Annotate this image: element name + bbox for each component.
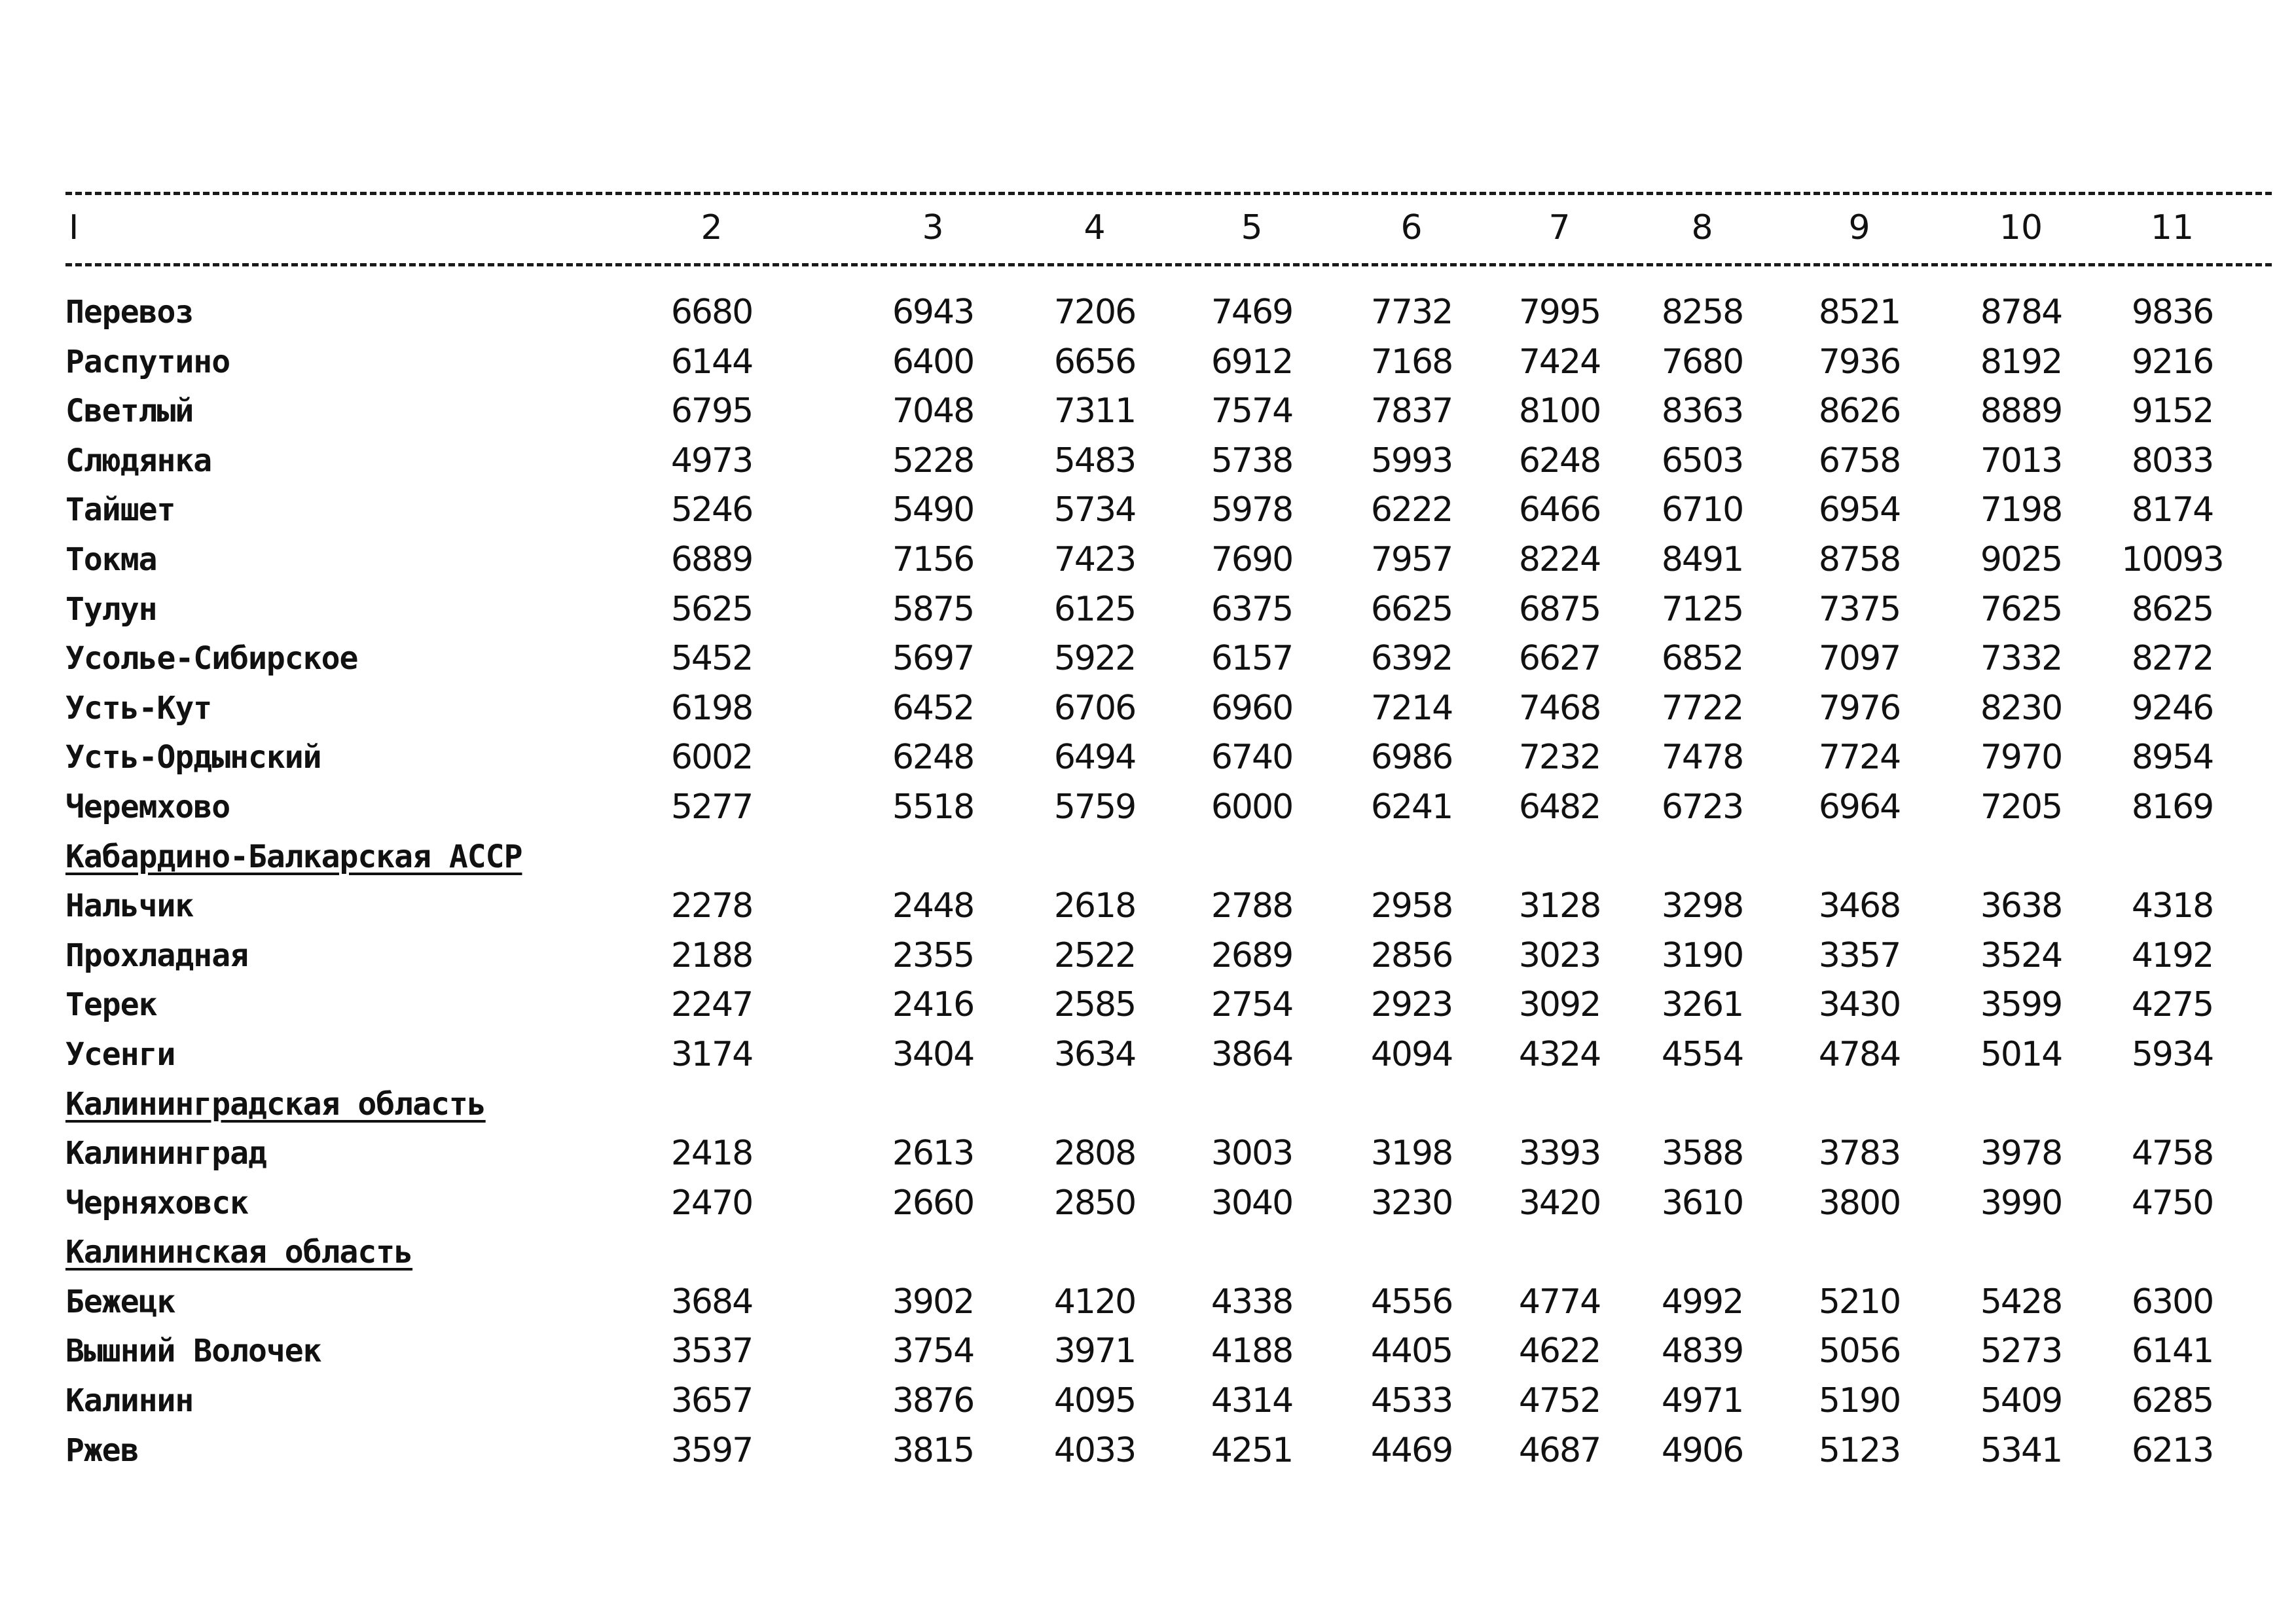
row-value-col-10: 7013 <box>1980 441 2062 480</box>
row-place-name: Светлый <box>65 393 194 430</box>
row-value-col-6: 6392 <box>1370 639 1453 679</box>
table-row <box>0 1278 2296 1327</box>
row-value-col-5: 2754 <box>1211 985 1293 1025</box>
row-value-col-9: 4784 <box>1818 1034 1901 1074</box>
row-value-col-8: 8258 <box>1661 293 1743 332</box>
table-row <box>0 882 2296 931</box>
row-value-col-10: 7205 <box>1980 787 2062 827</box>
row-value-col-11: 8033 <box>2131 441 2214 480</box>
row-value-col-4: 2618 <box>1053 886 1136 926</box>
row-value-col-10: 5409 <box>1980 1381 2062 1421</box>
row-value-col-8: 3298 <box>1661 886 1743 926</box>
row-value-col-2: 6795 <box>670 391 753 431</box>
row-value-col-8: 8491 <box>1661 539 1743 579</box>
row-value-col-6: 2958 <box>1370 886 1453 926</box>
row-value-col-3: 6943 <box>892 293 974 332</box>
row-value-col-3: 2416 <box>892 985 974 1025</box>
row-value-col-5: 5738 <box>1211 441 1293 480</box>
row-value-col-9: 3357 <box>1818 935 1901 975</box>
row-value-col-5: 4314 <box>1211 1381 1293 1421</box>
row-value-col-11: 5934 <box>2131 1034 2214 1074</box>
row-value-col-3: 6400 <box>892 342 974 382</box>
table-row <box>0 387 2296 437</box>
row-value-col-10: 3524 <box>1980 935 2062 975</box>
row-value-col-11: 9216 <box>2131 342 2214 382</box>
row-value-col-10: 8230 <box>1980 688 2062 728</box>
row-value-col-6: 6625 <box>1370 589 1453 629</box>
row-value-col-10: 9025 <box>1980 539 2062 579</box>
row-place-name: Ржев <box>65 1432 139 1469</box>
row-value-col-11: 9246 <box>2131 688 2214 728</box>
row-value-col-10: 7332 <box>1980 639 2062 679</box>
row-value-col-4: 4120 <box>1053 1282 1136 1322</box>
row-value-col-8: 4554 <box>1661 1034 1743 1074</box>
row-value-col-3: 3815 <box>892 1430 974 1470</box>
row-value-col-6: 7732 <box>1370 293 1453 332</box>
row-value-col-8: 3588 <box>1661 1134 1743 1174</box>
row-value-col-2: 6144 <box>670 342 753 382</box>
row-value-col-3: 7156 <box>892 539 974 579</box>
row-value-col-6: 5993 <box>1370 441 1453 480</box>
row-value-col-4: 6494 <box>1053 738 1136 778</box>
row-value-col-8: 4971 <box>1661 1381 1743 1421</box>
row-value-col-9: 7936 <box>1818 342 1901 382</box>
row-value-col-7: 3128 <box>1518 886 1601 926</box>
row-value-col-6: 6241 <box>1370 787 1453 827</box>
row-value-col-9: 5210 <box>1818 1282 1901 1322</box>
row-value-col-9: 6758 <box>1818 441 1901 480</box>
row-value-col-2: 2418 <box>670 1134 753 1174</box>
row-place-name: Калининград <box>65 1135 266 1172</box>
row-value-col-4: 2522 <box>1053 935 1136 975</box>
row-value-col-5: 3864 <box>1211 1034 1293 1074</box>
section-title: Калининская область <box>65 1234 413 1271</box>
row-value-col-2: 6198 <box>670 688 753 728</box>
section-header-row <box>0 1228 2296 1278</box>
row-value-col-5: 3003 <box>1211 1134 1293 1174</box>
row-value-col-5: 2689 <box>1211 935 1293 975</box>
row-value-col-5: 3040 <box>1211 1183 1293 1223</box>
row-value-col-10: 5341 <box>1980 1430 2062 1470</box>
row-value-col-4: 6656 <box>1053 342 1136 382</box>
section-header-row <box>0 833 2296 882</box>
row-value-col-3: 5518 <box>892 787 974 827</box>
row-value-col-7: 3393 <box>1518 1134 1601 1174</box>
row-place-name: Распутино <box>65 343 230 380</box>
row-value-col-3: 6452 <box>892 688 974 728</box>
header-col-2: 2 <box>701 208 723 247</box>
row-value-col-10: 3638 <box>1980 886 2062 926</box>
row-place-name: Слюдянка <box>65 442 212 479</box>
row-value-col-5: 4338 <box>1211 1282 1293 1322</box>
row-value-col-5: 6000 <box>1211 787 1293 827</box>
table-row <box>0 684 2296 734</box>
row-value-col-5: 6375 <box>1211 589 1293 629</box>
row-value-col-3: 2355 <box>892 935 974 975</box>
row-value-col-7: 6482 <box>1518 787 1601 827</box>
table-row <box>0 634 2296 684</box>
table-row <box>0 931 2296 981</box>
row-value-col-6: 4556 <box>1370 1282 1453 1322</box>
row-place-name: Бежецк <box>65 1283 175 1320</box>
table-row <box>0 783 2296 833</box>
row-value-col-4: 2850 <box>1053 1183 1136 1223</box>
row-value-col-4: 5922 <box>1053 639 1136 679</box>
row-value-col-11: 6300 <box>2131 1282 2214 1322</box>
row-value-col-8: 4992 <box>1661 1282 1743 1322</box>
row-place-name: Терек <box>65 986 157 1024</box>
table-row <box>0 733 2296 783</box>
row-value-col-9: 7976 <box>1818 688 1901 728</box>
row-value-col-2: 2278 <box>670 886 753 926</box>
row-value-col-11: 8954 <box>2131 738 2214 778</box>
row-value-col-3: 3902 <box>892 1282 974 1322</box>
row-value-col-11: 10093 <box>2121 539 2223 579</box>
row-place-name: Калинин <box>65 1382 194 1420</box>
row-value-col-2: 5625 <box>670 589 753 629</box>
row-value-col-4: 4033 <box>1053 1430 1136 1470</box>
row-place-name: Черняховск <box>65 1184 248 1221</box>
row-place-name: Тайшет <box>65 492 175 529</box>
row-value-col-2: 3684 <box>670 1282 753 1322</box>
row-value-col-10: 8192 <box>1980 342 2062 382</box>
header-col-11: 11 <box>2150 208 2195 247</box>
row-value-col-4: 7206 <box>1053 293 1136 332</box>
table-row <box>0 437 2296 486</box>
row-value-col-4: 7423 <box>1053 539 1136 579</box>
row-place-name: Тулун <box>65 590 157 628</box>
table-header-row <box>0 208 2296 247</box>
row-value-col-10: 7198 <box>1980 490 2062 530</box>
table-row <box>0 1327 2296 1377</box>
row-value-col-3: 2613 <box>892 1134 974 1174</box>
row-value-col-3: 5697 <box>892 639 974 679</box>
header-dashed-rule <box>65 263 2272 266</box>
row-value-col-8: 3190 <box>1661 935 1743 975</box>
row-value-col-10: 5014 <box>1980 1034 2062 1074</box>
row-value-col-10: 3599 <box>1980 985 2062 1025</box>
row-value-col-10: 8784 <box>1980 293 2062 332</box>
row-value-col-11: 9836 <box>2131 293 2214 332</box>
table-row <box>0 486 2296 535</box>
row-value-col-11: 6285 <box>2131 1381 2214 1421</box>
row-value-col-8: 7478 <box>1661 738 1743 778</box>
row-value-col-2: 3537 <box>670 1331 753 1371</box>
header-col-4: 4 <box>1084 208 1106 247</box>
row-value-col-8: 4839 <box>1661 1331 1743 1371</box>
row-value-col-7: 4687 <box>1518 1430 1601 1470</box>
row-value-col-10: 7625 <box>1980 589 2062 629</box>
row-value-col-9: 5190 <box>1818 1381 1901 1421</box>
section-title: Кабардино-Балкарская АССР <box>65 838 522 875</box>
row-value-col-7: 4774 <box>1518 1282 1601 1322</box>
row-value-col-10: 3990 <box>1980 1183 2062 1223</box>
row-place-name: Усолье-Сибирское <box>65 640 358 677</box>
row-value-col-7: 6875 <box>1518 589 1601 629</box>
row-value-col-5: 6912 <box>1211 342 1293 382</box>
row-value-col-7: 6248 <box>1518 441 1601 480</box>
row-value-col-11: 8174 <box>2131 490 2214 530</box>
table-row <box>0 1129 2296 1179</box>
header-col-10: 10 <box>1999 208 2043 247</box>
row-value-col-4: 2808 <box>1053 1134 1136 1174</box>
row-value-col-4: 7311 <box>1053 391 1136 431</box>
row-value-col-2: 6889 <box>670 539 753 579</box>
row-place-name: Усенги <box>65 1036 175 1073</box>
row-value-col-7: 3420 <box>1518 1183 1601 1223</box>
row-value-col-8: 7722 <box>1661 688 1743 728</box>
row-value-col-9: 3430 <box>1818 985 1901 1025</box>
row-value-col-11: 8625 <box>2131 589 2214 629</box>
row-value-col-6: 7957 <box>1370 539 1453 579</box>
row-value-col-3: 3404 <box>892 1034 974 1074</box>
row-value-col-3: 6248 <box>892 738 974 778</box>
row-value-col-6: 4405 <box>1370 1331 1453 1371</box>
table-row <box>0 1179 2296 1229</box>
table-row <box>0 981 2296 1030</box>
row-value-col-9: 3800 <box>1818 1183 1901 1223</box>
row-place-name: Черемхово <box>65 788 230 825</box>
row-value-col-7: 3023 <box>1518 935 1601 975</box>
row-value-col-11: 6141 <box>2131 1331 2214 1371</box>
row-value-col-6: 4533 <box>1370 1381 1453 1421</box>
row-value-col-5: 4251 <box>1211 1430 1293 1470</box>
row-value-col-2: 2188 <box>670 935 753 975</box>
row-value-col-3: 5228 <box>892 441 974 480</box>
row-value-col-10: 5428 <box>1980 1282 2062 1322</box>
row-value-col-5: 6157 <box>1211 639 1293 679</box>
row-value-col-9: 3783 <box>1818 1134 1901 1174</box>
row-value-col-8: 6503 <box>1661 441 1743 480</box>
row-value-col-2: 5277 <box>670 787 753 827</box>
row-value-col-5: 6740 <box>1211 738 1293 778</box>
row-value-col-9: 8758 <box>1818 539 1901 579</box>
row-value-col-8: 7125 <box>1661 589 1743 629</box>
row-value-col-9: 7097 <box>1818 639 1901 679</box>
row-value-col-3: 3754 <box>892 1331 974 1371</box>
row-value-col-4: 4095 <box>1053 1381 1136 1421</box>
row-value-col-8: 6852 <box>1661 639 1743 679</box>
table-body <box>0 288 2296 1475</box>
row-value-col-6: 4469 <box>1370 1430 1453 1470</box>
row-value-col-3: 5875 <box>892 589 974 629</box>
row-value-col-7: 3092 <box>1518 985 1601 1025</box>
row-value-col-10: 8889 <box>1980 391 2062 431</box>
row-value-col-9: 5056 <box>1818 1331 1901 1371</box>
section-header-row <box>0 1080 2296 1130</box>
row-value-col-2: 4973 <box>670 441 753 480</box>
row-value-col-8: 3610 <box>1661 1183 1743 1223</box>
row-value-col-9: 6964 <box>1818 787 1901 827</box>
row-value-col-3: 2448 <box>892 886 974 926</box>
table-row <box>0 288 2296 338</box>
row-value-col-8: 8363 <box>1661 391 1743 431</box>
row-value-col-10: 7970 <box>1980 738 2062 778</box>
row-value-col-6: 2923 <box>1370 985 1453 1025</box>
row-value-col-9: 6954 <box>1818 490 1901 530</box>
table-row <box>0 535 2296 585</box>
table-row <box>0 1426 2296 1476</box>
header-col-9: 9 <box>1848 208 1870 247</box>
row-value-col-5: 6960 <box>1211 688 1293 728</box>
row-value-col-2: 5246 <box>670 490 753 530</box>
top-dashed-rule <box>65 192 2272 195</box>
row-value-col-5: 5978 <box>1211 490 1293 530</box>
row-value-col-11: 4750 <box>2131 1183 2214 1223</box>
row-value-col-6: 6986 <box>1370 738 1453 778</box>
row-value-col-7: 8224 <box>1518 539 1601 579</box>
row-value-col-8: 4906 <box>1661 1430 1743 1470</box>
row-value-col-9: 8626 <box>1818 391 1901 431</box>
header-col-6: 6 <box>1400 208 1423 247</box>
row-value-col-2: 3174 <box>670 1034 753 1074</box>
row-value-col-11: 4192 <box>2131 935 2214 975</box>
row-value-col-9: 3468 <box>1818 886 1901 926</box>
row-value-col-9: 5123 <box>1818 1430 1901 1470</box>
row-place-name: Усть-Ордынский <box>65 739 321 776</box>
row-value-col-6: 7837 <box>1370 391 1453 431</box>
row-place-name: Усть-Кут <box>65 689 212 727</box>
row-value-col-11: 4758 <box>2131 1134 2214 1174</box>
row-value-col-4: 3634 <box>1053 1034 1136 1074</box>
table-row <box>0 585 2296 635</box>
row-value-col-6: 7168 <box>1370 342 1453 382</box>
row-value-col-5: 2788 <box>1211 886 1293 926</box>
row-value-col-11: 8169 <box>2131 787 2214 827</box>
row-value-col-6: 7214 <box>1370 688 1453 728</box>
table-row <box>0 338 2296 388</box>
row-value-col-4: 6125 <box>1053 589 1136 629</box>
table-row <box>0 1030 2296 1080</box>
row-value-col-7: 7424 <box>1518 342 1601 382</box>
row-value-col-8: 7680 <box>1661 342 1743 382</box>
row-value-col-10: 3978 <box>1980 1134 2062 1174</box>
row-value-col-3: 2660 <box>892 1183 974 1223</box>
header-col-3: 3 <box>922 208 944 247</box>
row-value-col-11: 9152 <box>2131 391 2214 431</box>
row-value-col-2: 3657 <box>670 1381 753 1421</box>
header-col-5: 5 <box>1241 208 1263 247</box>
row-value-col-2: 2247 <box>670 985 753 1025</box>
row-value-col-3: 5490 <box>892 490 974 530</box>
row-place-name: Токма <box>65 541 157 578</box>
row-value-col-5: 7469 <box>1211 293 1293 332</box>
table-row <box>0 1377 2296 1426</box>
row-value-col-7: 7468 <box>1518 688 1601 728</box>
row-value-col-2: 5452 <box>670 639 753 679</box>
row-value-col-4: 3971 <box>1053 1331 1136 1371</box>
row-value-col-4: 5483 <box>1053 441 1136 480</box>
row-value-col-7: 6627 <box>1518 639 1601 679</box>
row-place-name: Прохладная <box>65 937 248 974</box>
row-value-col-7: 4622 <box>1518 1331 1601 1371</box>
row-value-col-7: 7232 <box>1518 738 1601 778</box>
header-col-1: I <box>69 208 79 247</box>
row-value-col-3: 3876 <box>892 1381 974 1421</box>
row-value-col-4: 5759 <box>1053 787 1136 827</box>
row-value-col-3: 7048 <box>892 391 974 431</box>
row-value-col-6: 4094 <box>1370 1034 1453 1074</box>
row-value-col-8: 6710 <box>1661 490 1743 530</box>
row-value-col-2: 3597 <box>670 1430 753 1470</box>
row-value-col-11: 8272 <box>2131 639 2214 679</box>
row-value-col-2: 6680 <box>670 293 753 332</box>
row-value-col-6: 3198 <box>1370 1134 1453 1174</box>
row-value-col-4: 5734 <box>1053 490 1136 530</box>
header-col-8: 8 <box>1691 208 1713 247</box>
row-value-col-9: 7375 <box>1818 589 1901 629</box>
row-value-col-6: 3230 <box>1370 1183 1453 1223</box>
row-value-col-6: 6222 <box>1370 490 1453 530</box>
section-title: Калининградская область <box>65 1085 486 1123</box>
row-value-col-2: 2470 <box>670 1183 753 1223</box>
row-value-col-9: 7724 <box>1818 738 1901 778</box>
row-value-col-7: 4324 <box>1518 1034 1601 1074</box>
row-value-col-2: 6002 <box>670 738 753 778</box>
row-place-name: Вышний Волочек <box>65 1333 321 1370</box>
row-place-name: Нальчик <box>65 888 194 925</box>
row-value-col-5: 7574 <box>1211 391 1293 431</box>
row-value-col-7: 7995 <box>1518 293 1601 332</box>
row-value-col-10: 5273 <box>1980 1331 2062 1371</box>
row-value-col-6: 2856 <box>1370 935 1453 975</box>
row-value-col-11: 4318 <box>2131 886 2214 926</box>
row-value-col-8: 6723 <box>1661 787 1743 827</box>
row-value-col-5: 7690 <box>1211 539 1293 579</box>
row-value-col-11: 6213 <box>2131 1430 2214 1470</box>
header-col-7: 7 <box>1548 208 1571 247</box>
row-value-col-4: 6706 <box>1053 688 1136 728</box>
row-value-col-11: 4275 <box>2131 985 2214 1025</box>
row-value-col-7: 6466 <box>1518 490 1601 530</box>
row-place-name: Перевоз <box>65 294 194 331</box>
row-value-col-7: 8100 <box>1518 391 1601 431</box>
row-value-col-5: 4188 <box>1211 1331 1293 1371</box>
row-value-col-7: 4752 <box>1518 1381 1601 1421</box>
row-value-col-8: 3261 <box>1661 985 1743 1025</box>
row-value-col-9: 8521 <box>1818 293 1901 332</box>
row-value-col-4: 2585 <box>1053 985 1136 1025</box>
